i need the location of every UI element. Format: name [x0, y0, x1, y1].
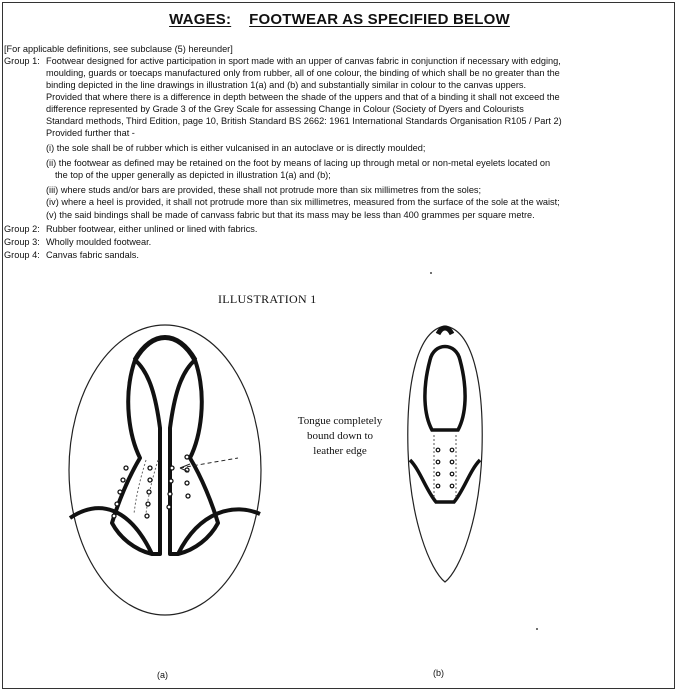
group-1-line-3: binding depicted in the line drawings in illustration 1(a) and (b) and substantially similar in colour to the canvas uppers.	[46, 80, 527, 90]
list-item-continuation	[55, 169, 331, 182]
group-1-line-6: Standard methods, Third Edition, page 10, British Standard BS 2662: 1961 International Standards Organisation R105 / Part 2)	[46, 116, 562, 126]
caption-a: (a)	[157, 670, 168, 680]
list-item	[46, 142, 425, 155]
item-number: (ii)	[46, 158, 57, 168]
group-2-label: Group 2:	[4, 224, 40, 234]
callout-line: leather edge	[313, 445, 367, 457]
item-number: (iv)	[46, 197, 59, 207]
group-1-line-5: difference represented by Grade 3 of the Grey Scale for assessing Change in Colour (Society of Dyers and Colourists	[46, 104, 524, 114]
item-text: the top of the upper generally as depicted in illustration 1(a) and (b);	[55, 170, 331, 180]
group-1-line-2: moulding, guards or toecaps manufactured only from rubber, all of one colour, the binding of which shall be no greater than the	[46, 68, 560, 78]
group-1-label: Group 1:	[4, 56, 40, 66]
group-4-label: Group 4:	[4, 250, 40, 260]
title-part-1: WAGES:	[169, 11, 232, 28]
callout-line: bound down to	[307, 430, 373, 442]
callout-line: Tongue completely	[297, 415, 383, 427]
scan-speck	[536, 628, 538, 630]
item-number: (i)	[46, 143, 55, 153]
group-1-line-1: Footwear designed for active participation in sport made with an upper of canvas fabric in conjunction if necessary with edging,	[46, 56, 561, 66]
group-3-label: Group 3:	[4, 237, 40, 247]
item-text: where studs and/or bars are provided, these shall not protrude more than six millimetres from the soles;	[60, 185, 482, 195]
item-text: the said bindings shall be made of canvass fabric but that its mass may be less than 400 grammes per square metre.	[59, 210, 535, 220]
item-text: where a heel is provided, it shall not protrude more than six millimetres, measured from the surface of the sole at the waist;	[61, 197, 560, 207]
intro-note: [For applicable definitions, see subclause (5) hereunder]	[4, 44, 233, 54]
title-part-2: FOOTWEAR AS SPECIFIED BELOW	[249, 11, 510, 28]
item-text: the sole shall be of rubber which is either vulcanised in an autoclave or is directly moulded;	[56, 143, 426, 153]
scan-speck	[430, 272, 432, 274]
caption-b: (b)	[433, 668, 444, 678]
illustration-title: ILLUSTRATION 1	[218, 292, 317, 306]
list-item	[46, 196, 560, 209]
group-4-text: Canvas fabric sandals.	[46, 250, 139, 260]
page-title	[0, 11, 679, 28]
list-item	[46, 184, 481, 197]
group-3-text: Wholly moulded footwear.	[46, 237, 152, 247]
list-item	[46, 209, 535, 222]
group-1-line-7: Provided further that -	[46, 128, 135, 138]
item-number: (iii)	[46, 185, 59, 195]
item-number: (v)	[46, 210, 57, 220]
list-item	[46, 157, 550, 170]
group-1-line-4: Provided that where there is a difference in depth between the shade of the uppers and that of a binding it shall not exceed the	[46, 92, 560, 102]
group-2-text: Rubber footwear, either unlined or lined with fabrics.	[46, 224, 258, 234]
shoe-drawing-a	[60, 318, 270, 622]
tongue-callout	[290, 414, 390, 459]
item-text: the footwear as defined may be retained on the foot by means of lacing up through metal or non-metal eyelets located on	[58, 158, 551, 168]
shoe-drawing-b	[400, 320, 490, 588]
